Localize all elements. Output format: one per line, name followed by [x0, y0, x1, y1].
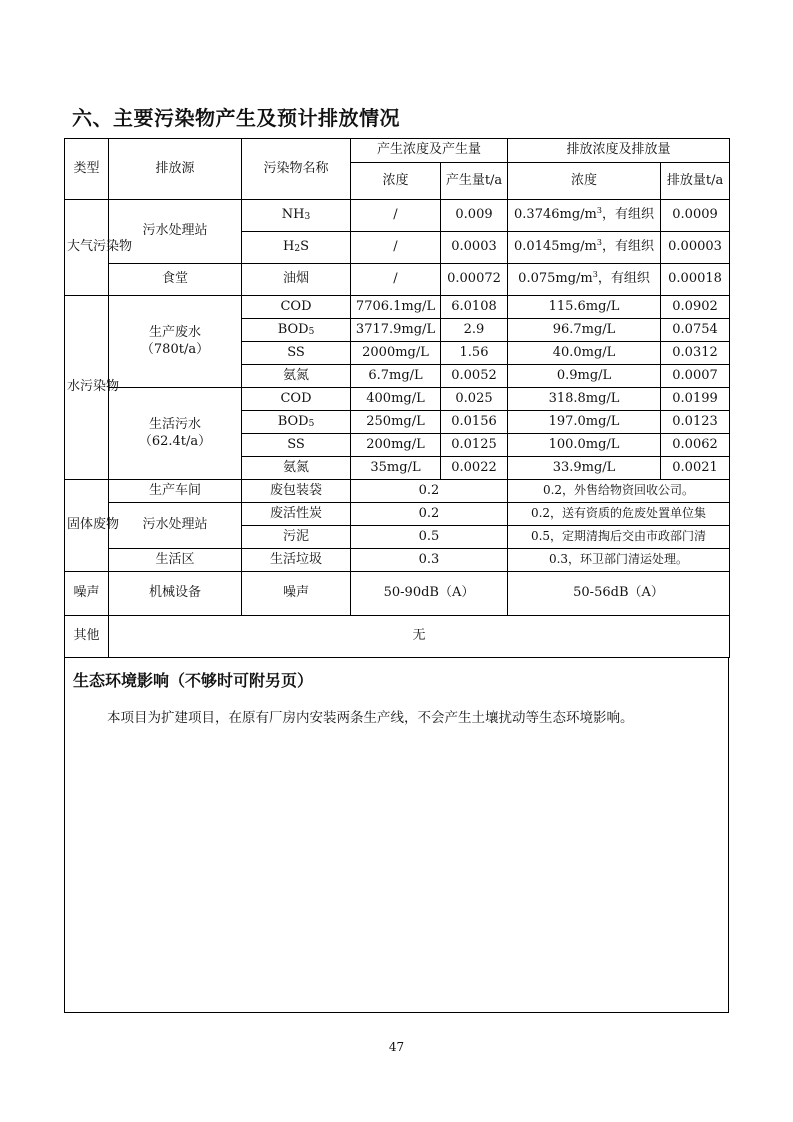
- header-source: 排放源: [109, 139, 242, 200]
- gen-conc-cell: 250mg/L: [351, 411, 441, 434]
- gen-amount-cell: 0.0052: [441, 365, 508, 388]
- category-air: 大气污染物: [65, 200, 109, 296]
- category-noise: 噪声: [65, 572, 109, 616]
- gen-conc-cell: 400mg/L: [351, 388, 441, 411]
- pollutant-table: [64, 138, 730, 658]
- gen-conc-cell: 35mg/L: [351, 457, 441, 480]
- ecological-impact-section: [64, 658, 729, 1013]
- gen-conc-cell: 3717.9mg/L: [351, 319, 441, 342]
- source-cell: 生产车间: [109, 480, 242, 503]
- emit-conc-cell: 96.7mg/L: [508, 319, 661, 342]
- emit-amount-cell: 0.0312: [661, 342, 730, 365]
- emit-amount-cell: 0.0123: [661, 411, 730, 434]
- gen-amount-cell: 0.009: [441, 200, 508, 232]
- gen-conc-cell: /: [351, 200, 441, 232]
- emit-amount-cell: 0.0754: [661, 319, 730, 342]
- source-cell: 机械设备: [109, 572, 242, 616]
- source-sewage-station: 污水处理站: [109, 200, 242, 264]
- pollutant-cell: 污泥: [242, 526, 351, 549]
- other-value: 无: [109, 616, 730, 658]
- generated-cell: 0.5: [351, 526, 508, 549]
- emit-conc-cell: $0.0145mg/m^3$，有组织: [508, 232, 661, 264]
- emit-conc-cell: $0.3746mg/m^3$，有组织: [508, 200, 661, 232]
- gen-amount-cell: 0.00072: [441, 264, 508, 296]
- header-category: 类型: [65, 139, 109, 200]
- emit-amount-cell: 0.00018: [661, 264, 730, 296]
- gen-amount-cell: 0.025: [441, 388, 508, 411]
- gen-conc-cell: 2000mg/L: [351, 342, 441, 365]
- header-gen-concentration: 浓度: [351, 163, 441, 200]
- pollutant-cell: COD: [242, 296, 351, 319]
- gen-amount-cell: 2.9: [441, 319, 508, 342]
- emit-conc-cell: 40.0mg/L: [508, 342, 661, 365]
- emit-amount-cell: 0.0902: [661, 296, 730, 319]
- table-row: [65, 296, 730, 319]
- pollutant-cell: $BOD_5$: [242, 411, 351, 434]
- gen-conc-cell: 6.7mg/L: [351, 365, 441, 388]
- category-solid: 固体废物: [65, 480, 109, 572]
- generated-cell: 0.3: [351, 549, 508, 572]
- emit-conc-cell: 33.9mg/L: [508, 457, 661, 480]
- pollutant-cell: COD: [242, 388, 351, 411]
- header-emission-group: 排放浓度及排放量: [508, 139, 730, 163]
- table-row: [65, 264, 730, 296]
- generated-cell: 0.2: [351, 503, 508, 526]
- gen-conc-cell: 200mg/L: [351, 434, 441, 457]
- ecological-impact-text: 本项目为扩建项目，在原有厂房内安装两条生产线，不会产生土壤扰动等生态环境影响。: [107, 710, 634, 726]
- pollutant-cell: 噪声: [242, 572, 351, 616]
- emit-amount-cell: 0.0199: [661, 388, 730, 411]
- pollutant-cell: SS: [242, 342, 351, 365]
- pollutant-cell: 生活垃圾: [242, 549, 351, 572]
- emit-conc-cell: 100.0mg/L: [508, 434, 661, 457]
- header-emit-concentration: 浓度: [508, 163, 661, 200]
- emit-amount-cell: 0.0007: [661, 365, 730, 388]
- generated-cell: 50-90dB（A）: [351, 572, 508, 616]
- gen-amount-cell: 0.0003: [441, 232, 508, 264]
- emit-conc-cell: 0.9mg/L: [508, 365, 661, 388]
- table-row: [65, 616, 730, 658]
- category-water: 水污染物: [65, 296, 109, 480]
- source-cell: 污水处理站: [109, 503, 242, 549]
- pollutant-cell: 废包装袋: [242, 480, 351, 503]
- pollutant-cell: $BOD_5$: [242, 319, 351, 342]
- emit-amount-cell: 0.0021: [661, 457, 730, 480]
- emit-amount-cell: 0.00003: [661, 232, 730, 264]
- source-production-wastewater: 生产废水 （780t/a）: [109, 296, 242, 388]
- gen-conc-cell: /: [351, 232, 441, 264]
- table-row: [65, 572, 730, 616]
- pollutant-cell: 氨氮: [242, 365, 351, 388]
- gen-amount-cell: 0.0156: [441, 411, 508, 434]
- header-pollutant: 污染物名称: [242, 139, 351, 200]
- gen-amount-cell: 0.0022: [441, 457, 508, 480]
- pollutant-cell: $H_2S$: [242, 232, 351, 264]
- disposal-cell: 0.2，送有资质的危废处置单位集: [508, 503, 730, 526]
- gen-amount-cell: 1.56: [441, 342, 508, 365]
- category-other: 其他: [65, 616, 109, 658]
- pollutant-cell: SS: [242, 434, 351, 457]
- emit-conc-cell: 318.8mg/L: [508, 388, 661, 411]
- source-domestic-sewage: 生活污水 （62.4t/a）: [109, 388, 242, 480]
- emit-conc-cell: 115.6mg/L: [508, 296, 661, 319]
- gen-amount-cell: 0.0125: [441, 434, 508, 457]
- header-generation-group: 产生浓度及产生量: [351, 139, 508, 163]
- table-row: [65, 503, 730, 526]
- disposal-cell: 0.3，环卫部门清运处理。: [508, 549, 730, 572]
- emitted-cell: 50-56dB（A）: [508, 572, 730, 616]
- emit-amount-cell: 0.0009: [661, 200, 730, 232]
- page-number: 47: [388, 1040, 405, 1054]
- gen-conc-cell: 7706.1mg/L: [351, 296, 441, 319]
- table-row: [65, 480, 730, 503]
- emit-conc-cell: 197.0mg/L: [508, 411, 661, 434]
- pollutant-cell: $NH_3$: [242, 200, 351, 232]
- pollutant-cell: 油烟: [242, 264, 351, 296]
- source-cell: 生活区: [109, 549, 242, 572]
- source-canteen: 食堂: [109, 264, 242, 296]
- gen-amount-cell: 6.0108: [441, 296, 508, 319]
- pollutant-cell: 废活性炭: [242, 503, 351, 526]
- ecological-impact-title: 生态环境影响（不够时可附另页）: [73, 671, 314, 690]
- header-emit-amount: 排放量t/a: [661, 163, 730, 200]
- disposal-cell: 0.5，定期清掏后交由市政部门清: [508, 526, 730, 549]
- gen-conc-cell: /: [351, 264, 441, 296]
- emit-amount-cell: 0.0062: [661, 434, 730, 457]
- emit-conc-cell: $0.075mg/m^3$，有组织: [508, 264, 661, 296]
- table-row: [65, 200, 730, 232]
- table-row: [65, 549, 730, 572]
- generated-cell: 0.2: [351, 480, 508, 503]
- section-heading: 六、主要污染物产生及预计排放情况: [72, 106, 400, 130]
- table-row: [65, 388, 730, 411]
- header-gen-amount: 产生量t/a: [441, 163, 508, 200]
- disposal-cell: 0.2，外售给物资回收公司。: [508, 480, 730, 503]
- pollutant-cell: 氨氮: [242, 457, 351, 480]
